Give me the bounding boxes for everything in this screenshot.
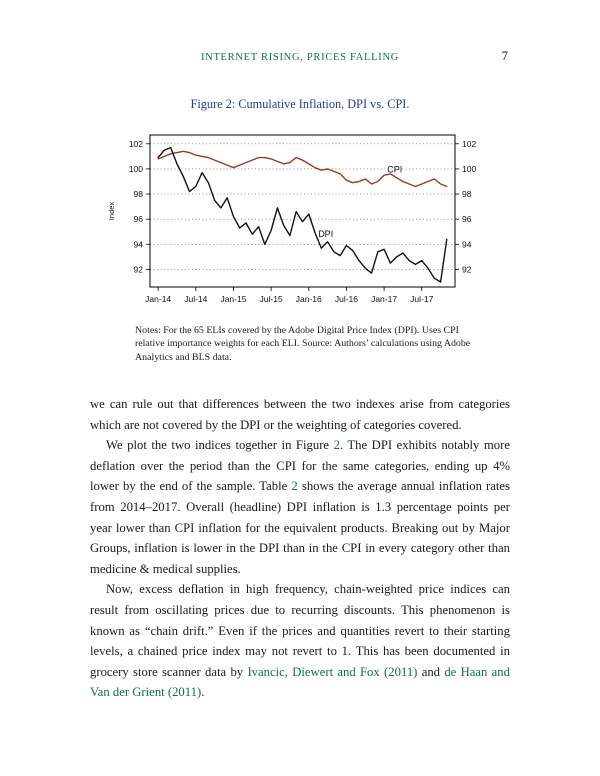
cumulative-inflation-chart-svg: [100, 127, 500, 317]
svg-text:96: 96: [462, 214, 472, 225]
paragraph-text: We plot the two indices together in Figure: [106, 438, 334, 453]
svg-text:94: 94: [462, 239, 472, 250]
svg-text:92: 92: [133, 264, 143, 275]
figure-chart: [100, 127, 500, 319]
paragraph-text: we can rule out that differences between the two indexes arise from categories which are not covered by the DPI or the weighting of categories covered.: [90, 397, 510, 432]
svg-text:Jul-17: Jul-17: [410, 294, 434, 304]
svg-text:100: 100: [128, 163, 143, 174]
svg-text:92: 92: [462, 264, 472, 275]
svg-text:98: 98: [133, 189, 143, 200]
paragraph-3: [90, 579, 510, 703]
citation-ivancic-diewert-fox-link[interactable]: Ivancic, Diewert and Fox (2011): [247, 664, 418, 679]
running-header: INTERNET RISING, PRICES FALLING: [200, 52, 400, 63]
svg-text:Jan-17: Jan-17: [371, 294, 398, 304]
svg-text:Jul-15: Jul-15: [259, 294, 283, 304]
figure-notes: Notes: For the 65 ELIs covered by the Adobe Digital Price Index (DPI). Uses CPI relative importance weights for each ELI. Source: Authors’ calculations using Adobe Analytics and BLS data.: [135, 325, 471, 363]
figure-caption: Figure 2: Cumulative Inflation, DPI vs. CPI.: [190, 97, 410, 111]
svg-text:94: 94: [133, 239, 143, 250]
body-text: [90, 394, 510, 703]
paragraph-text: Now, excess deflation in high frequency, chain-weighted price indices can result from oscillating prices due to recurring discounts. This phenomenon is known as “chain drift.” Even if the prices and quantities revert to their starting levels, a chained price index may not revert to 1. This has been documented in grocery store scanner data by: [90, 582, 510, 679]
paragraph-text: and: [417, 664, 445, 679]
svg-text:Jul-16: Jul-16: [334, 294, 359, 304]
paragraph-text: shows the average annual inflation rates from 2014–2017. Overall (headline) DPI inflation is 1.3 percentage points per year lower than CPI inflation for the equivalent products. Breaking out by Major Groups, inflation is lower in the DPI than in the CPI in every category other than medicine & medical supplies.: [90, 479, 510, 576]
svg-text:DPI: DPI: [318, 228, 334, 239]
paragraph-text: .: [201, 685, 205, 700]
paragraph-text: . The DPI exhibits notably more deflation over the period than the CPI for the same categories, ending up 4% lower by the end of the sample. Table: [90, 438, 510, 494]
svg-text:98: 98: [462, 189, 472, 200]
svg-text:Jul-14: Jul-14: [184, 294, 208, 304]
paragraph-1: [90, 394, 510, 435]
citation-de-haan-van-der-grient-link[interactable]: de Haan and Van der Grient (2011): [90, 664, 510, 700]
table-2-ref-link[interactable]: 2: [291, 479, 298, 494]
svg-text:100: 100: [462, 163, 477, 174]
svg-text:102: 102: [462, 138, 477, 149]
svg-text:Jan-14: Jan-14: [145, 294, 172, 304]
svg-text:102: 102: [128, 138, 143, 149]
svg-text:Jan-16: Jan-16: [295, 294, 322, 304]
svg-text:96: 96: [133, 214, 143, 225]
svg-text:CPI: CPI: [387, 164, 403, 175]
figure-2-ref-link[interactable]: 2: [333, 438, 340, 453]
page-number: 7: [501, 49, 508, 63]
svg-text:Index: Index: [107, 201, 116, 221]
paragraph-2: [90, 435, 510, 579]
svg-text:Jan-15: Jan-15: [220, 294, 247, 304]
